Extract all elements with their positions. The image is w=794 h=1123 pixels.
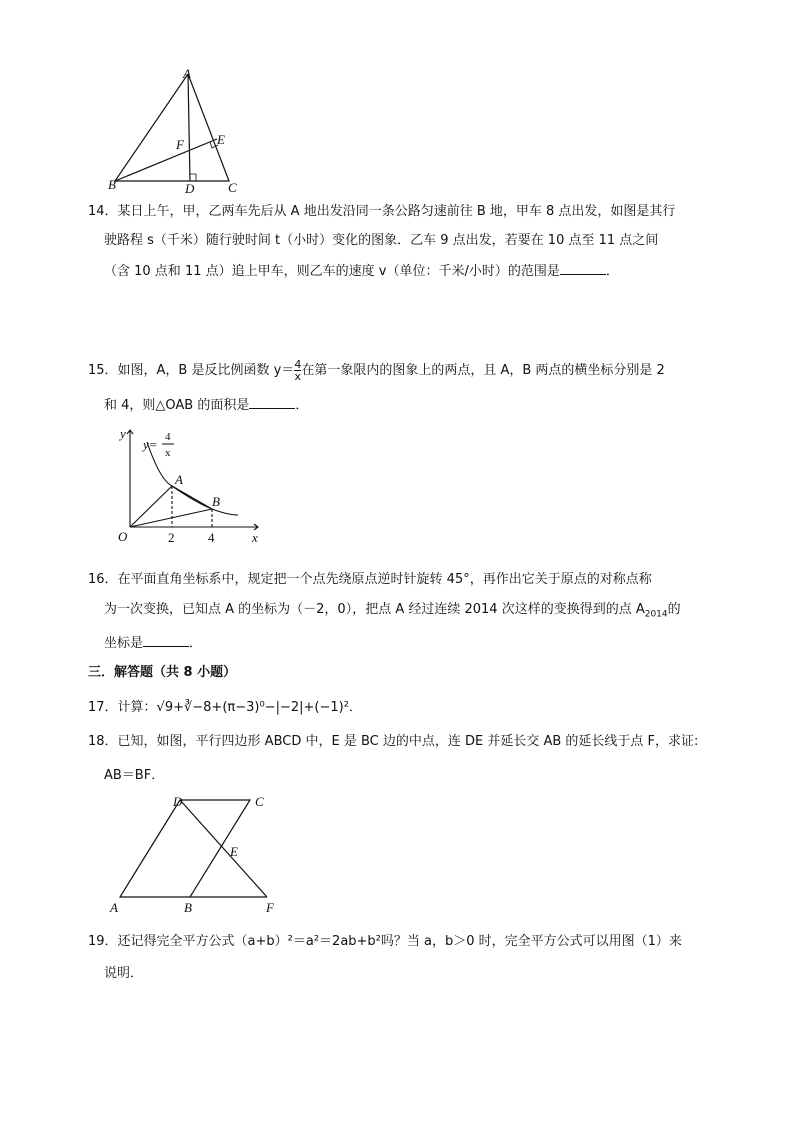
denominator: x	[294, 370, 302, 383]
q14-text: （含 10 点和 11 点）追上甲车，则乙车的速度 v（单位：千米/小时）的范围是	[104, 264, 560, 279]
q15-text-b: 在第一象限内的图象上的两点，且 A，B 两点的横坐标分别是 2	[301, 363, 665, 378]
q15-text-a: 15．如图，A，B 是反比例函数 y＝	[88, 363, 295, 378]
label-B: B	[184, 900, 192, 915]
q14-line3	[104, 262, 619, 281]
tick-2: 2	[168, 530, 175, 545]
axis-y-label: y	[120, 426, 126, 441]
q15-end: ．	[295, 398, 309, 413]
label-C: C	[228, 180, 237, 195]
q18-line1: 18．已知，如图，平行四边形 ABCD 中，E 是 BC 边的中点，连 DE 并延长交 AB 的延长线于点 F，求证:	[88, 734, 699, 749]
q19-line1: 19．还记得完全平方公式（a+b）²＝a²＝2ab+b²吗？当 a，b＞0 时，完全平方公式可以用图（1）来	[88, 934, 682, 949]
q16-line3	[104, 634, 202, 653]
triangle-figure-group	[108, 66, 237, 196]
numerator: 4	[294, 358, 302, 371]
label-A: A	[183, 66, 191, 81]
subscript: 2014	[644, 609, 668, 620]
q14-line1: 14．某日上午，甲，乙两车先后从 A 地出发沿同一条公路匀速前往 B 地，甲车 8 点出发，如图是其行	[88, 204, 676, 219]
q16-line2	[104, 601, 681, 624]
q16-text-a: 为一次变换，已知点 A 的坐标为（－2，0），把点 A 经过连续 2014 次这样的变换得到的点 A	[104, 602, 645, 617]
triangle-figure	[115, 74, 229, 181]
label-E: E	[217, 132, 225, 147]
origin-label: O	[118, 529, 128, 544]
answer-blank	[560, 262, 606, 275]
q14-end: ．	[605, 264, 619, 279]
q17: 17．计算：√9+∛−8+(π−3)⁰−|−2|+(−1)²．	[88, 700, 362, 715]
q19-line2: 说明．	[104, 966, 144, 981]
point-A-label: A	[175, 472, 183, 487]
q18-line2: AB＝BF．	[104, 768, 165, 783]
q16-text: 坐标是	[104, 636, 144, 651]
point-B-label: B	[212, 494, 220, 509]
function-num: 4	[165, 431, 171, 443]
label-A: A	[110, 900, 118, 915]
function-den: x	[165, 447, 171, 459]
q15-line1	[88, 359, 665, 382]
q15-line2	[104, 396, 308, 415]
q16-line1: 16．在平面直角坐标系中，规定把一个点先绕原点逆时针旋转 45°，再作出它关于原点的对称点称	[88, 572, 652, 587]
label-D: D	[185, 181, 195, 196]
label-F: F	[266, 900, 274, 915]
label-F: F	[176, 137, 184, 152]
parallelogram-figure	[120, 800, 267, 897]
tick-4: 4	[208, 530, 215, 545]
label-C: C	[255, 794, 264, 809]
q15-text: 和 4，则△OAB 的面积是	[104, 398, 250, 413]
answer-blank	[249, 396, 295, 409]
q16-text-b: 的	[667, 602, 681, 617]
function-label: y=	[143, 437, 158, 452]
section-heading: 三．解答题（共 8 小题）	[88, 665, 237, 680]
label-B: B	[108, 177, 116, 192]
q14-line2: 驶路程 s（千米）随行驶时间 t（小时）变化的图象．乙车 9 点出发，若要在 10 点至 11 点之间	[104, 233, 659, 248]
answer-blank	[143, 634, 189, 647]
label-D: D	[173, 794, 183, 809]
axis-x-label: x	[252, 530, 258, 545]
q16-end: ．	[189, 636, 203, 651]
label-E: E	[230, 844, 238, 859]
